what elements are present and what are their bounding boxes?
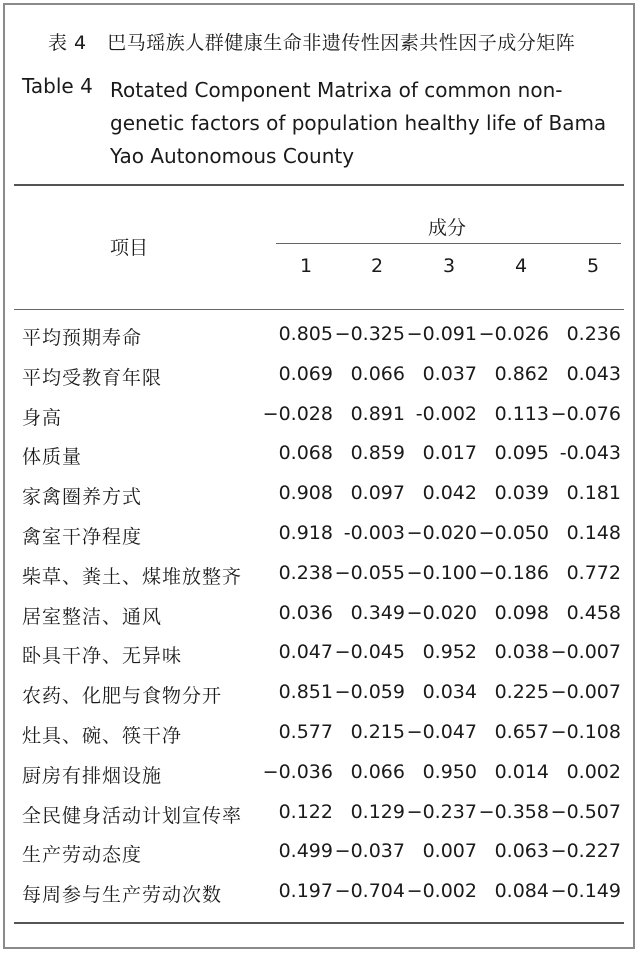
table-row	[0, 721, 640, 757]
cell-component-1: 0.036	[278, 601, 333, 624]
table-row	[0, 482, 640, 518]
cell-component-4: 0.657	[494, 721, 549, 743]
cell-component-3: −0.100	[406, 561, 477, 584]
row-label: 卧具干净、无异味	[22, 645, 183, 668]
cell-component-5: −0.007	[550, 681, 621, 704]
header-rule	[14, 309, 624, 310]
table-row	[0, 880, 640, 916]
table-row	[0, 801, 640, 837]
cell-component-3: −0.047	[406, 721, 477, 743]
table-row	[0, 641, 640, 677]
row-label: 生产劳动态度	[22, 844, 143, 867]
cell-component-4: −0.358	[478, 800, 549, 823]
table-row	[0, 323, 640, 359]
column-header-3: 3	[442, 255, 456, 277]
row-label: 农药、化肥与食物分开	[22, 685, 223, 708]
cell-component-3: 0.017	[422, 442, 477, 465]
cell-component-1: 0.499	[278, 840, 333, 863]
cell-component-4: 0.038	[494, 641, 549, 664]
cell-component-4: −0.186	[478, 561, 549, 584]
row-label: 平均预期寿命	[22, 327, 143, 349]
cell-component-4: 0.095	[494, 442, 549, 465]
cell-component-5: −0.227	[550, 840, 621, 863]
column-header-2: 2	[370, 255, 384, 277]
cell-component-5: 0.772	[566, 561, 621, 584]
cell-component-1: 0.238	[278, 561, 333, 584]
cn-caption	[48, 28, 575, 55]
cell-component-5: 0.458	[566, 601, 621, 624]
cell-component-2: −0.037	[334, 840, 405, 863]
row-label: 厨房有排烟设施	[22, 764, 163, 787]
cell-component-1: 0.918	[278, 522, 333, 544]
cell-component-5: −0.149	[550, 880, 621, 903]
cell-component-2: 0.066	[350, 760, 405, 783]
cell-component-4: 0.113	[494, 402, 549, 425]
cell-component-5: −0.507	[550, 800, 621, 823]
cell-component-2: 0.349	[350, 601, 405, 624]
cell-component-3: −0.020	[406, 522, 477, 544]
cn-table-label: 表 4	[48, 32, 87, 54]
cell-component-3: −0.020	[406, 601, 477, 624]
cell-component-1: 0.068	[278, 442, 333, 465]
row-label: 家禽圈养方式	[22, 486, 143, 509]
cell-component-4: 0.225	[494, 681, 549, 704]
cell-component-4: −0.026	[478, 323, 549, 345]
cell-component-3: 0.007	[422, 840, 477, 863]
cell-component-2: 0.097	[350, 482, 405, 505]
cell-component-3: 0.950	[422, 760, 477, 783]
cell-component-4: 0.039	[494, 482, 549, 505]
cell-component-5: 0.043	[566, 362, 621, 385]
cell-component-1: −0.036	[262, 760, 333, 783]
cell-component-5: −0.076	[550, 402, 621, 425]
en-table-title: Rotated Component Matrixa of common non-genetic factors of population healthy life of Bama Yao Autonomous County	[110, 78, 607, 168]
cell-component-5: 0.236	[566, 323, 621, 345]
table-row	[0, 522, 640, 558]
cell-component-4: 0.862	[494, 362, 549, 385]
table-row	[0, 363, 640, 399]
cell-component-2: -0.003	[343, 522, 405, 544]
cell-component-1: 0.805	[278, 323, 333, 345]
cn-table-title: 巴马瑶族人群健康生命非遗传性因素共性因子成分矩阵	[107, 32, 576, 54]
row-label: 柴草、粪土、煤堆放整齐	[22, 565, 243, 588]
cell-component-3: 0.037	[422, 362, 477, 385]
row-label: 灶具、碗、筷干净	[22, 725, 183, 747]
cell-component-2: −0.045	[334, 641, 405, 664]
cell-component-2: 0.859	[350, 442, 405, 465]
cell-component-2: −0.704	[334, 880, 405, 903]
cell-component-5: −0.007	[550, 641, 621, 664]
cell-component-1: 0.577	[278, 721, 333, 743]
top-rule	[14, 184, 624, 186]
cell-component-4: 0.084	[494, 880, 549, 903]
column-header-5: 5	[586, 255, 600, 277]
cell-component-2: 0.891	[350, 402, 405, 425]
cell-component-4: 0.063	[494, 840, 549, 863]
cell-component-2: −0.055	[334, 561, 405, 584]
table-row	[0, 403, 640, 439]
cell-component-3: 0.952	[422, 641, 477, 664]
row-label: 体质量	[22, 446, 83, 469]
cell-component-3: 0.034	[422, 681, 477, 704]
table-row	[0, 761, 640, 797]
row-label: 每周参与生产劳动次数	[22, 884, 223, 907]
row-label: 禽室干净程度	[22, 526, 143, 548]
item-header: 项目	[110, 237, 149, 259]
cell-component-2: 0.129	[350, 800, 405, 823]
cell-component-3: −0.002	[406, 880, 477, 903]
cell-component-2: 0.066	[350, 362, 405, 385]
cell-component-1: 0.851	[278, 681, 333, 704]
cell-component-2: −0.325	[334, 323, 405, 345]
cell-component-4: 0.014	[494, 760, 549, 783]
cell-component-5: −0.108	[550, 721, 621, 743]
cell-component-3: -0.002	[415, 402, 477, 425]
cell-component-4: −0.050	[478, 522, 549, 544]
column-header-4: 4	[514, 255, 528, 277]
row-label: 全民健身活动计划宣传率	[22, 804, 243, 827]
bottom-rule	[14, 922, 624, 924]
component-group-header: 成分	[428, 217, 467, 239]
table-row	[0, 442, 640, 478]
table-row	[0, 602, 640, 638]
row-label: 平均受教育年限	[22, 366, 163, 389]
table-row	[0, 562, 640, 598]
cell-component-1: −0.028	[262, 402, 333, 425]
column-header-1: 1	[299, 255, 313, 277]
group-header-rule	[276, 243, 621, 244]
cell-component-1: 0.069	[278, 362, 333, 385]
cell-component-2: −0.059	[334, 681, 405, 704]
cell-component-1: 0.122	[278, 800, 333, 823]
cell-component-2: 0.215	[350, 721, 405, 743]
cell-component-4: 0.098	[494, 601, 549, 624]
cell-component-1: 0.047	[278, 641, 333, 664]
cell-component-3: −0.237	[406, 800, 477, 823]
cell-component-5: 0.181	[566, 482, 621, 505]
en-table-label: Table 4	[22, 74, 93, 98]
row-label: 居室整洁、通风	[22, 605, 163, 628]
cell-component-3: −0.091	[406, 323, 477, 345]
cell-component-5: -0.043	[559, 442, 621, 465]
row-label: 身高	[22, 406, 63, 429]
cell-component-1: 0.197	[278, 880, 333, 903]
table-row	[0, 840, 640, 876]
cell-component-5: 0.148	[566, 522, 621, 544]
cell-component-1: 0.908	[278, 482, 333, 505]
cell-component-5: 0.002	[566, 760, 621, 783]
table-row	[0, 681, 640, 717]
cell-component-3: 0.042	[422, 482, 477, 505]
